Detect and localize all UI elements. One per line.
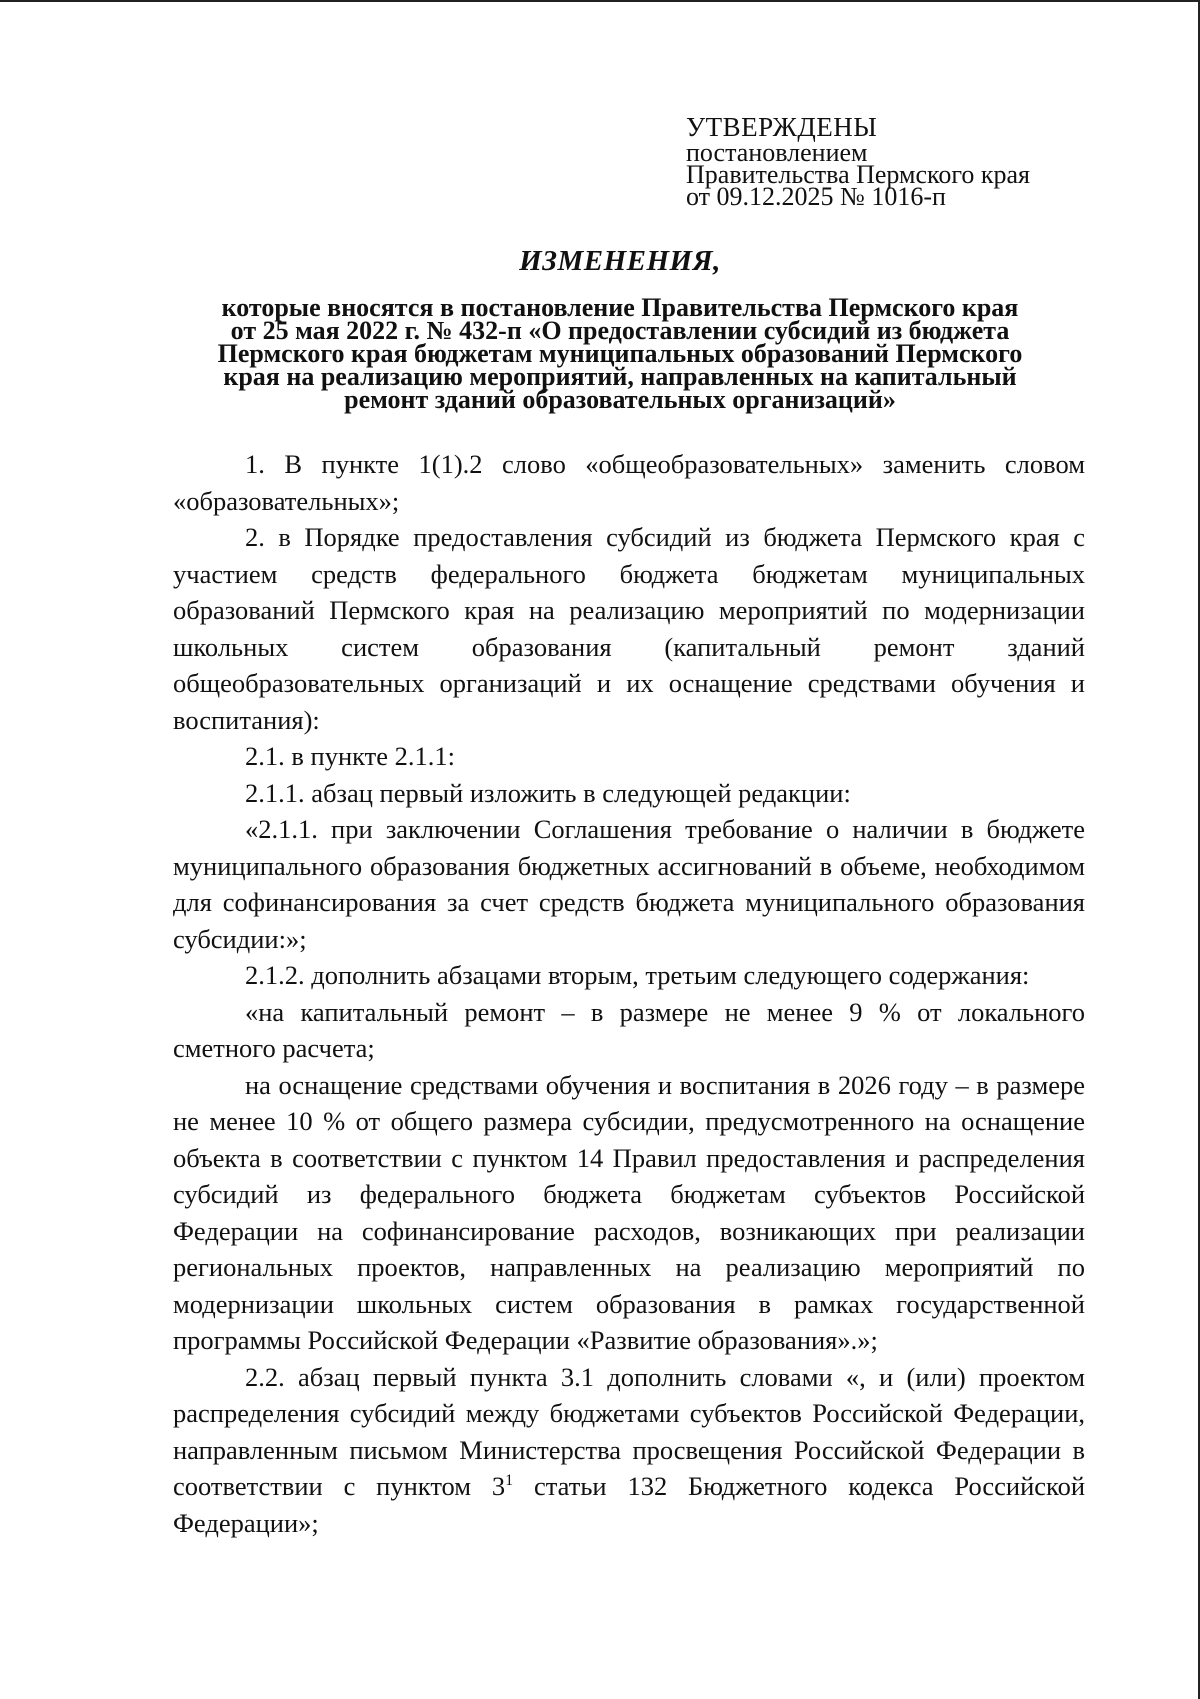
- subtitle-line: Пермского края бюджетам муниципальных образований Пермского: [217, 339, 1023, 368]
- subtitle-line: края на реализацию мероприятий, направленных на капитальный: [223, 362, 1017, 391]
- paragraph-2-1-2: 2.1.2. дополнить абзацами вторым, третьим следующего содержания:: [245, 960, 1030, 990]
- paragraph-capital-repair: «на капитальный ремонт – в размере не менее 9 % от локального сметного расчета;: [173, 996, 1085, 1063]
- paragraph-quote-2-1-1: «2.1.1. при заключении Соглашения требование о наличии в бюджете муниципального образования бюджетных ассигнований в объеме, необходимом для софинансирования за счет средств бюджета муниципального образования субсидии:»;: [173, 814, 1085, 954]
- approval-line-3: от 09.12.2025 № 1016-п: [686, 182, 946, 211]
- document-title: ИЗМЕНЕНИЯ,: [519, 245, 721, 277]
- paragraph-2-2: [173, 1359, 1085, 1542]
- document-body: [173, 446, 1085, 1541]
- approval-line-2: Правительства Пермского края: [686, 160, 1030, 189]
- document-subtitle: [180, 293, 1060, 414]
- approval-line-1: постановлением: [686, 138, 868, 167]
- paragraph-2-1-1: 2.1.1. абзац первый изложить в следующей редакции:: [245, 777, 851, 808]
- subtitle-line: ремонт зданий образовательных организаций»: [344, 385, 896, 414]
- paragraph-1: 1. В пункте 1(1).2 слово «общеобразовательных» заменить словом «образовательных»;: [173, 449, 1085, 516]
- paragraph-2-1: 2.1. в пункте 2.1.1:: [245, 741, 455, 771]
- paragraph-2: 2. в Порядке предоставления субсидий из бюджета Пермского края с участием средств федерального бюджета бюджетам муниципальных образований Пермского края на реализацию мероприятий по модернизации школьных систем образования (капитальный ремонт зданий общеобразовательных организаций и их оснащение средствами обучения и воспитания):: [173, 522, 1085, 735]
- subtitle-line: от 25 мая 2022 г. № 432-п «О предоставлении субсидий из бюджета: [230, 316, 1010, 345]
- document-heading: [180, 244, 1060, 414]
- paragraph-equipment: на оснащение средствами обучения и воспитания в 2026 году – в размере не менее 10 % от общего размера субсидии, предусмотренного на оснащение объекта в соответствии с пунктом 14 Правил предоставления и распределения субсидий из федерального бюджета бюджетам субъектов Российской Федерации на софинансирование расходов, возникающих при реализации региональных проектов, направленных на реализацию мероприятий по модернизации школьных систем образования в рамках государственной программы Российской Федерации «Развитие образования».»;: [173, 1069, 1085, 1355]
- paragraph-2-2-text: 2.2. абзац первый пункта 3.1 дополнить словами «, и (или) проектом распределения субсидий между бюджетами субъектов Российской Федерации, направленным письмом Министерства просвещения Российской Федерации в соответствии с пунктом 3: [173, 1361, 1085, 1501]
- approval-block: [686, 112, 1106, 211]
- paragraph-2-2-tail: статьи 132 Бюджетного кодекса Российской Федерации»;: [173, 1471, 1085, 1538]
- subtitle-line: которые вносятся в постановление Правительства Пермского края: [221, 293, 1019, 322]
- superscript-mark: 1: [505, 1472, 514, 1490]
- approval-stamp: УТВЕРЖДЕНЫ: [686, 112, 878, 142]
